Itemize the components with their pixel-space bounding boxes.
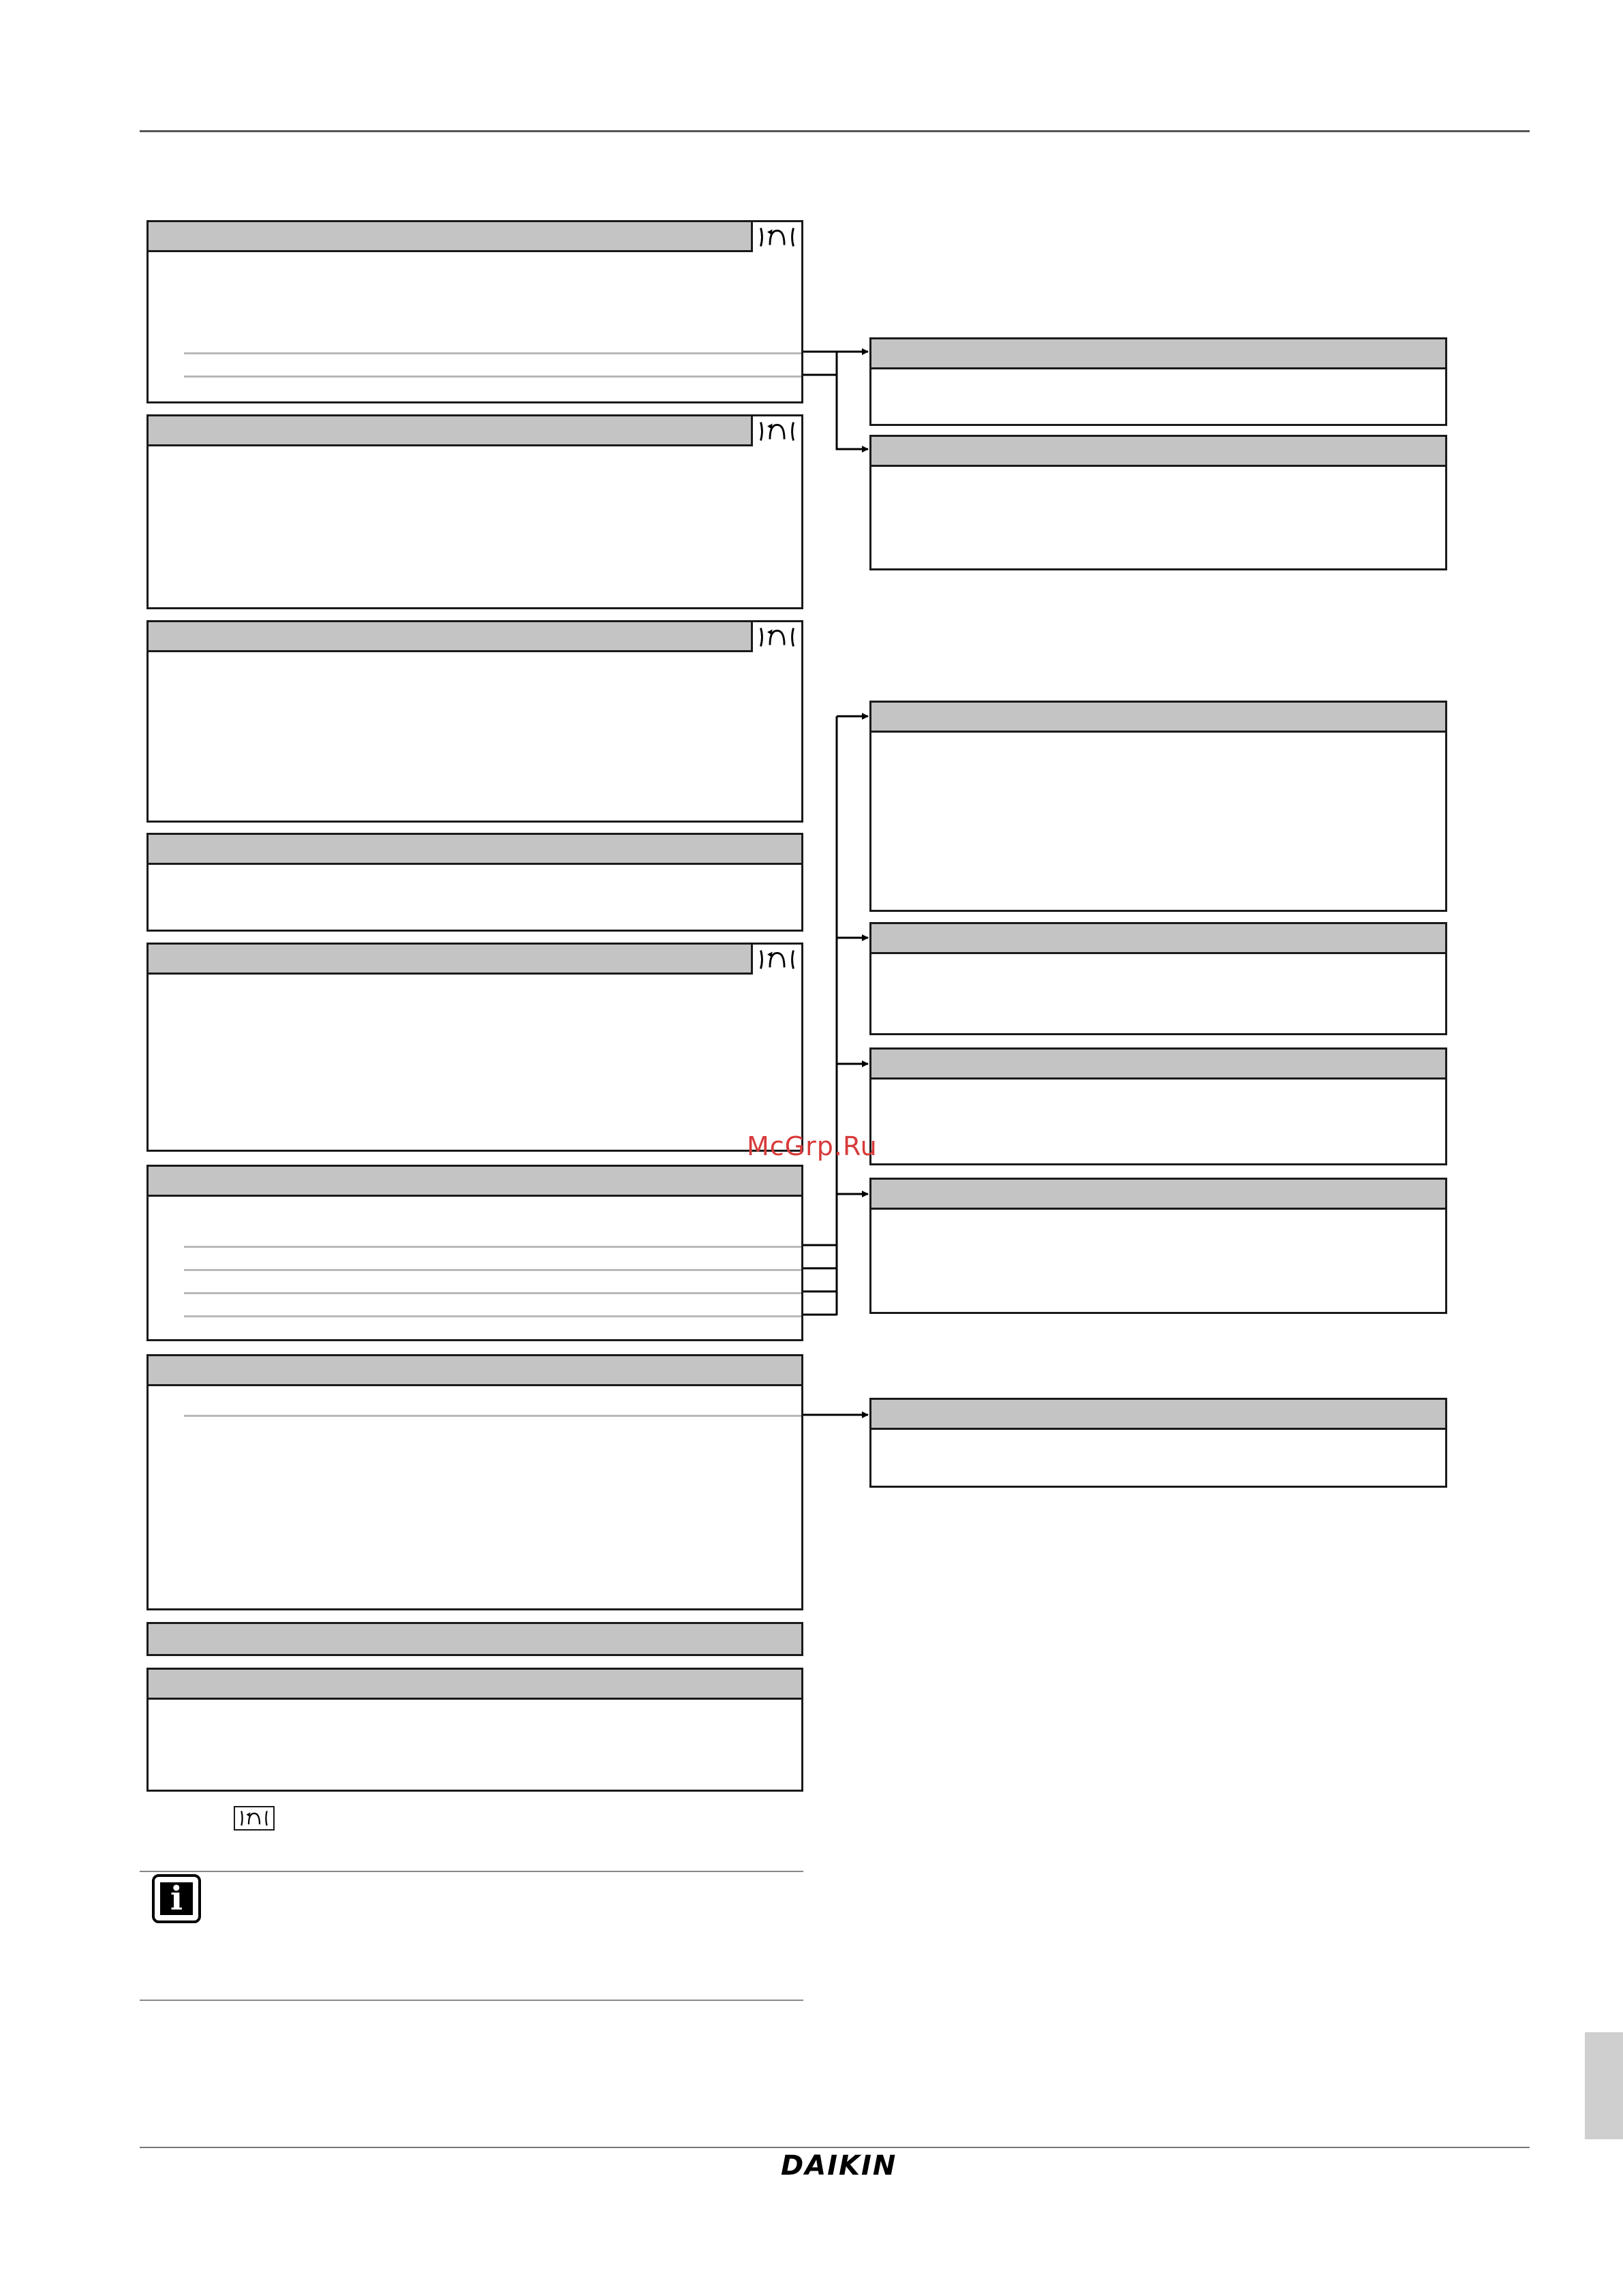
menu-box-3 (146, 620, 803, 823)
submenu-box-6 (869, 1178, 1447, 1314)
restart-required-icon (234, 1806, 275, 1831)
menu-box-header (871, 339, 1445, 369)
restart-required-icon (751, 622, 801, 652)
submenu-box-2 (869, 435, 1447, 570)
menu-box-6 (146, 1165, 803, 1341)
note-top-rule (140, 1871, 803, 1872)
menu-box-header (149, 1356, 801, 1386)
note-bottom-rule (140, 2000, 803, 2001)
menu-box-header (871, 924, 1445, 954)
chapter-side-tab (1585, 2032, 1623, 2139)
menu-box-header (149, 222, 801, 252)
restart-required-icon (751, 945, 801, 975)
menu-box-7 (146, 1354, 803, 1610)
menu-box-header (149, 945, 801, 975)
info-icon (152, 1874, 201, 1923)
menu-box-9 (146, 1668, 803, 1792)
menu-box-header (149, 622, 801, 652)
menu-box-1 (146, 220, 803, 403)
menu-item-separator (184, 1315, 801, 1317)
menu-box-header (149, 1624, 801, 1654)
menu-box-header (149, 1167, 801, 1197)
menu-item-separator (184, 1415, 801, 1417)
menu-box-header (871, 1400, 1445, 1430)
brand-logo: DAIKIN (781, 2150, 897, 2182)
submenu-box-4 (869, 922, 1447, 1035)
menu-box-header (149, 416, 801, 446)
menu-box-8 (146, 1622, 803, 1656)
menu-item-separator (184, 352, 801, 354)
menu-item-separator (184, 1292, 801, 1294)
footer-rule (140, 2147, 1530, 2148)
menu-item-separator (184, 1246, 801, 1248)
menu-box-5 (146, 943, 803, 1152)
submenu-box-5 (869, 1047, 1447, 1165)
submenu-box-3 (869, 701, 1447, 912)
menu-box-header (871, 703, 1445, 733)
submenu-box-1 (869, 337, 1447, 426)
menu-box-2 (146, 414, 803, 609)
menu-item-separator (184, 376, 801, 378)
menu-box-header (871, 1180, 1445, 1210)
restart-required-icon (751, 222, 801, 252)
info-icon-glyph: i (160, 1882, 193, 1915)
menu-item-separator (184, 1269, 801, 1271)
menu-box-header (871, 437, 1445, 467)
header-rule (140, 130, 1530, 132)
menu-box-header (871, 1050, 1445, 1080)
menu-box-header (149, 835, 801, 865)
watermark: McGrp.Ru (747, 1131, 878, 1161)
submenu-box-7 (869, 1398, 1447, 1488)
menu-box-4 (146, 833, 803, 932)
menu-box-header (149, 1670, 801, 1700)
restart-required-icon (751, 416, 801, 446)
